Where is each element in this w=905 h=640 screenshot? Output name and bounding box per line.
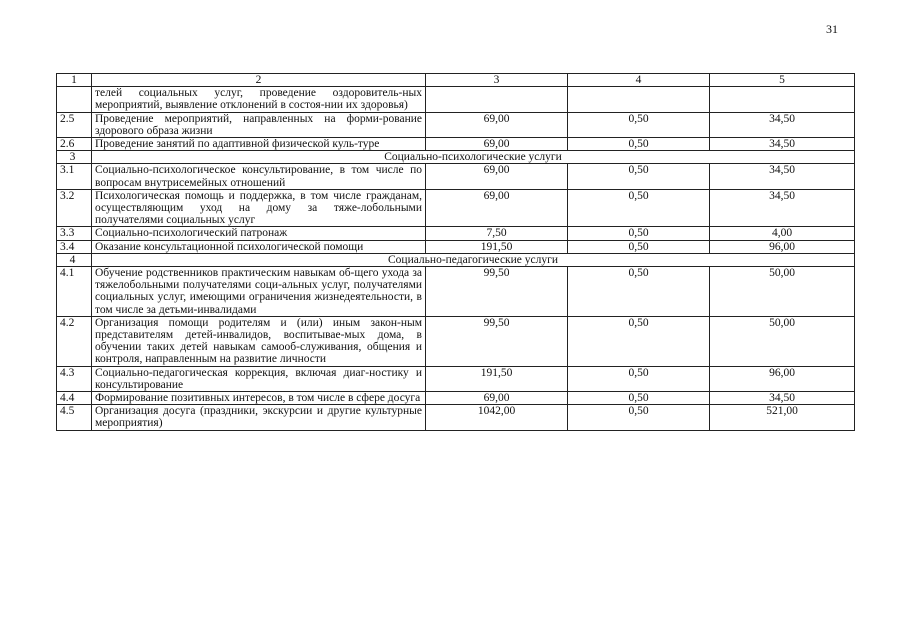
value-col4: 0,50	[568, 164, 710, 189]
table-row	[57, 189, 855, 227]
value-col5: 521,00	[710, 405, 855, 430]
value-col3: 69,00	[426, 392, 568, 405]
item-description: Организация помощи родителям и (или) иным закон-ным представителям детей-инвалидов, воспитывае-мых дома, в обучении таких детей навыкам самооб-служивания, общения и контроля, направленным на развитие личности	[92, 316, 426, 366]
value-col4: 0,50	[568, 138, 710, 151]
section-row	[57, 151, 855, 164]
value-col3: 69,00	[426, 189, 568, 227]
value-col4: 0,50	[568, 366, 710, 391]
item-number: 4.1	[57, 267, 92, 317]
item-description: Социально-педагогическая коррекция, включая диаг-ностику и консультирование	[92, 366, 426, 391]
value-col3: 69,00	[426, 164, 568, 189]
value-col5: 4,00	[710, 227, 855, 240]
item-description: Обучение родственников практическим навыкам об-щего ухода за тяжелобольными получателями соци-альных услуг, получателями социальных услуг, имеющими ограничения жизнедеятельности, в том числе за детьми-инвалидами	[92, 267, 426, 317]
value-col5: 34,50	[710, 112, 855, 137]
value-col5	[710, 87, 855, 112]
item-description: Социально-психологический патронаж	[92, 227, 426, 240]
value-col5: 34,50	[710, 392, 855, 405]
table-row	[57, 164, 855, 189]
value-col3	[426, 87, 568, 112]
table-row	[57, 316, 855, 366]
value-col5: 50,00	[710, 267, 855, 317]
value-col4	[568, 87, 710, 112]
item-number	[57, 87, 92, 112]
table-header-row	[57, 74, 855, 87]
item-description: телей социальных услуг, проведение оздоровитель-ных мероприятий, выявление отклонений в состоя-нии их здоровья)	[92, 87, 426, 112]
header-cell: 1	[57, 74, 92, 87]
value-col4: 0,50	[568, 240, 710, 253]
table-row	[57, 267, 855, 317]
item-number: 3.2	[57, 189, 92, 227]
value-col5: 96,00	[710, 366, 855, 391]
table-row	[57, 227, 855, 240]
item-description: Оказание консультационной психологической помощи	[92, 240, 426, 253]
page-number: 31	[826, 22, 838, 36]
item-description: Психологическая помощь и поддержка, в том числе гражданам, осуществляющим уход на дому за тяже-лобольными получателями социальных услуг	[92, 189, 426, 227]
value-col3: 191,50	[426, 366, 568, 391]
value-col3: 99,50	[426, 267, 568, 317]
value-col4: 0,50	[568, 405, 710, 430]
header-cell: 4	[568, 74, 710, 87]
value-col5: 50,00	[710, 316, 855, 366]
item-number: 3.3	[57, 227, 92, 240]
section-number: 4	[57, 253, 92, 266]
table-row	[57, 366, 855, 391]
value-col3: 191,50	[426, 240, 568, 253]
services-table	[56, 73, 855, 431]
value-col3: 1042,00	[426, 405, 568, 430]
section-title: Социально-педагогические услуги	[92, 253, 855, 266]
item-description: Проведение мероприятий, направленных на форми-рование здорового образа жизни	[92, 112, 426, 137]
value-col5: 34,50	[710, 189, 855, 227]
table-row	[57, 112, 855, 137]
value-col4: 0,50	[568, 316, 710, 366]
value-col5: 34,50	[710, 164, 855, 189]
value-col3: 99,50	[426, 316, 568, 366]
table-row	[57, 138, 855, 151]
section-row	[57, 253, 855, 266]
item-description: Социально-психологическое консультирование, в том числе по вопросам внутрисемейных отношений	[92, 164, 426, 189]
item-number: 4.4	[57, 392, 92, 405]
value-col3: 7,50	[426, 227, 568, 240]
table-row	[57, 405, 855, 430]
value-col3: 69,00	[426, 138, 568, 151]
header-cell: 3	[426, 74, 568, 87]
value-col4: 0,50	[568, 392, 710, 405]
value-col4: 0,50	[568, 227, 710, 240]
table-row	[57, 392, 855, 405]
item-description: Организация досуга (праздники, экскурсии и другие культурные мероприятия)	[92, 405, 426, 430]
section-title: Социально-психологические услуги	[92, 151, 855, 164]
value-col5: 96,00	[710, 240, 855, 253]
value-col4: 0,50	[568, 112, 710, 137]
item-number: 4.3	[57, 366, 92, 391]
section-number: 3	[57, 151, 92, 164]
value-col4: 0,50	[568, 189, 710, 227]
value-col3: 69,00	[426, 112, 568, 137]
item-number: 2.6	[57, 138, 92, 151]
item-description: Проведение занятий по адаптивной физической куль-туре	[92, 138, 426, 151]
item-description: Формирование позитивных интересов, в том числе в сфере досуга	[92, 392, 426, 405]
header-cell: 5	[710, 74, 855, 87]
value-col5: 34,50	[710, 138, 855, 151]
item-number: 4.2	[57, 316, 92, 366]
item-number: 2.5	[57, 112, 92, 137]
item-number: 4.5	[57, 405, 92, 430]
header-cell: 2	[92, 74, 426, 87]
table-row	[57, 240, 855, 253]
item-number: 3.1	[57, 164, 92, 189]
value-col4: 0,50	[568, 267, 710, 317]
table-row	[57, 87, 855, 112]
item-number: 3.4	[57, 240, 92, 253]
